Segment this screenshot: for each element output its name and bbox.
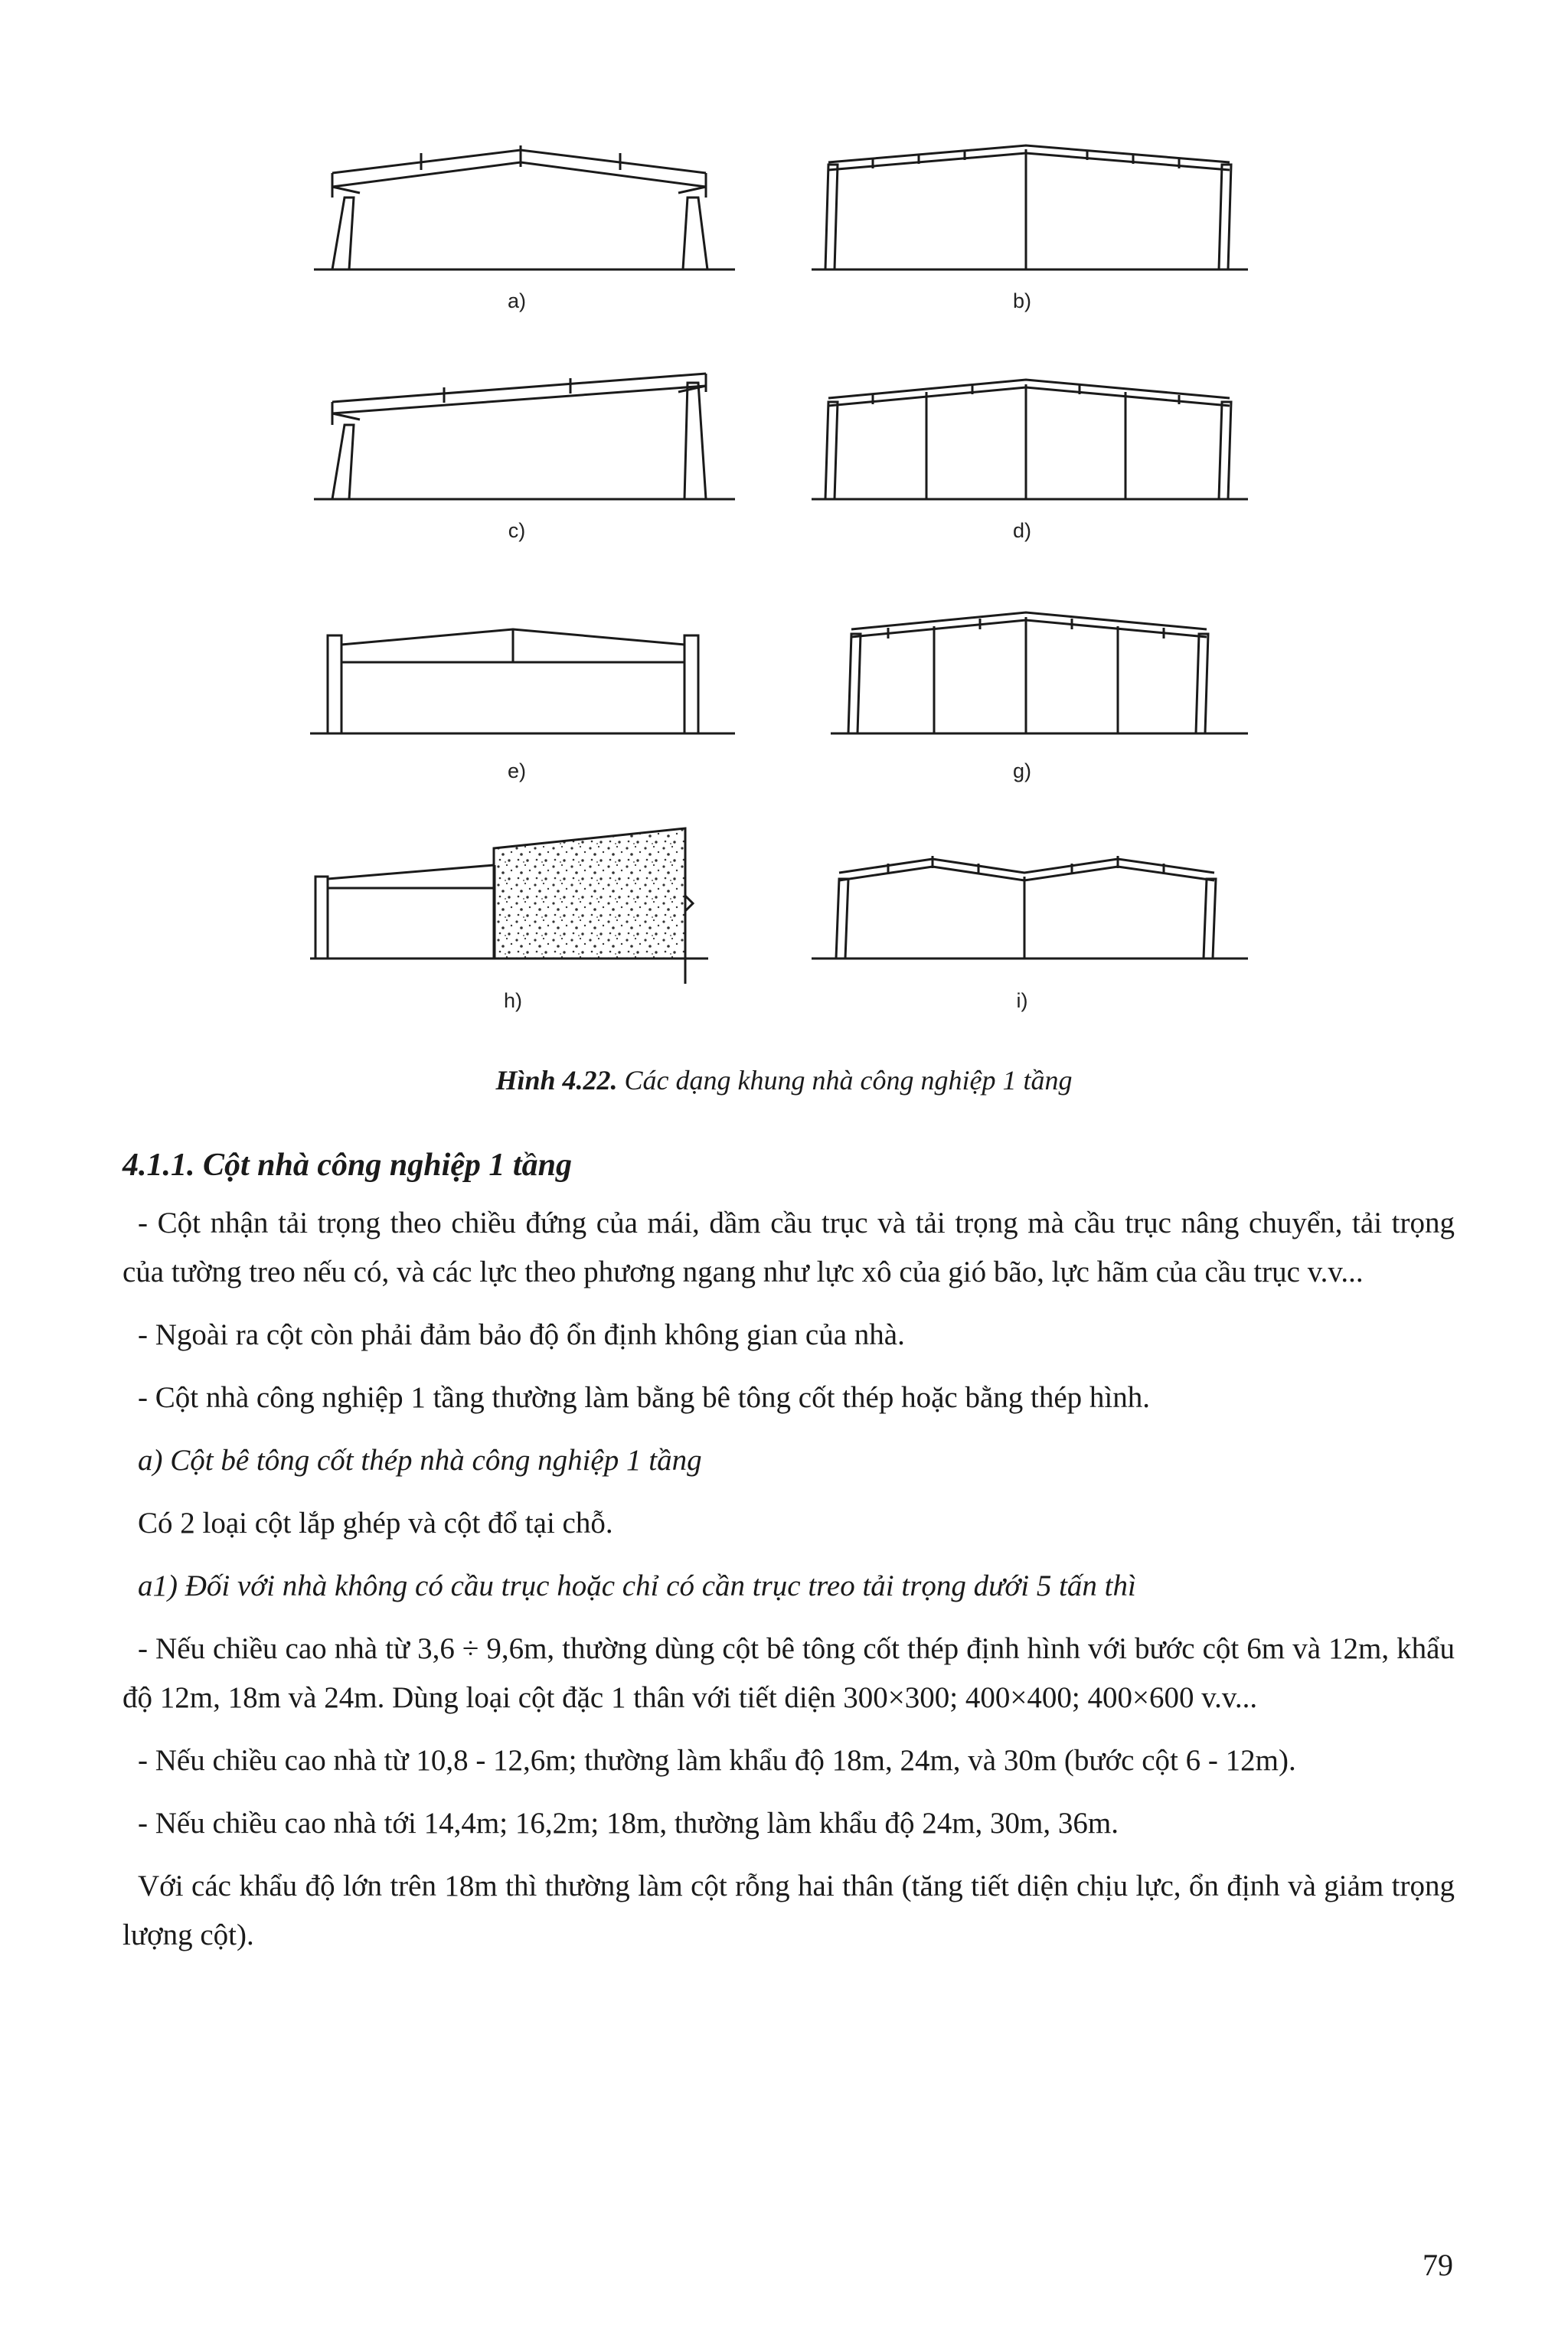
frame-e (310, 629, 735, 733)
page-number: 79 (1423, 2248, 1453, 2282)
paragraph-5: - Nếu chiều cao nhà từ 3,6 ÷ 9,6m, thường dùng cột bê tông cốt thép định hình với bước cột 6m và 12m, khẩu độ 12m, 18m và 24m. Dùng loại cột đặc 1 thân với tiết diện 300×300; 400×400; 400×600 v.v... (122, 1632, 1455, 1714)
frame-drawings (0, 0, 1568, 1064)
figure-label-b: b) (1012, 289, 1032, 312)
frame-b (812, 145, 1248, 269)
subheading-a: a) Cột bê tông cốt thép nhà công nghiệp 1 tầng (138, 1444, 702, 1477)
figure-4-22 (0, 0, 1568, 1064)
frame-g (831, 612, 1248, 733)
body-text (122, 1141, 1455, 1974)
paragraph-4: Có 2 loại cột lắp ghép và cột đổ tại chỗ. (138, 1507, 613, 1540)
caption-label: Hình 4.22. (495, 1065, 618, 1096)
figure-label-e: e) (507, 759, 527, 782)
figure-label-d: d) (1012, 519, 1032, 542)
frame-i (812, 856, 1248, 958)
figure-label-h: h) (503, 989, 523, 1012)
paragraph-3: - Cột nhà công nghiệp 1 tầng thường làm bằng bê tông cốt thép hoặc bằng thép hình. (138, 1381, 1150, 1414)
figure-label-c: c) (508, 519, 526, 542)
frame-c (314, 374, 735, 499)
figure-caption (0, 1064, 1568, 1096)
paragraph-2: - Ngoài ra cột còn phải đảm bảo độ ổn định không gian của nhà. (138, 1318, 905, 1351)
figure-label-g: g) (1012, 759, 1032, 782)
paragraph-1: - Cột nhận tải trọng theo chiều đứng của mái, dầm cầu trục và tải trọng mà cầu trục nâng chuyển, tải trọng của tường treo nếu có, và các lực theo phương ngang như lực xô của gió bão, lực hãm của cầu trục v.v... (122, 1207, 1455, 1288)
subheading-a1: a1) Đối với nhà không có cầu trục hoặc chỉ có cần trục treo tải trọng dưới 5 tấn thì (138, 1569, 1136, 1602)
paragraph-7: - Nếu chiều cao nhà tới 14,4m; 16,2m; 18m, thường làm khẩu độ 24m, 30m, 36m. (138, 1807, 1119, 1840)
frame-d (812, 380, 1248, 499)
figure-label-a: a) (507, 289, 527, 312)
frame-a (314, 145, 735, 269)
figure-label-i: i) (1016, 989, 1028, 1012)
caption-text: Các dạng khung nhà công nghiệp 1 tầng (617, 1065, 1073, 1096)
paragraph-6: - Nếu chiều cao nhà từ 10,8 - 12,6m; thường làm khẩu độ 18m, 24m, và 30m (bước cột 6 - 12m). (138, 1744, 1296, 1777)
paragraph-8: Với các khẩu độ lớn trên 18m thì thường làm cột rỗng hai thân (tăng tiết diện chịu lực, ổn định và giảm trọng lượng cột). (122, 1870, 1455, 1951)
frame-h (310, 828, 708, 984)
section-heading: 4.1.1. Cột nhà công nghiệp 1 tầng (122, 1148, 572, 1183)
